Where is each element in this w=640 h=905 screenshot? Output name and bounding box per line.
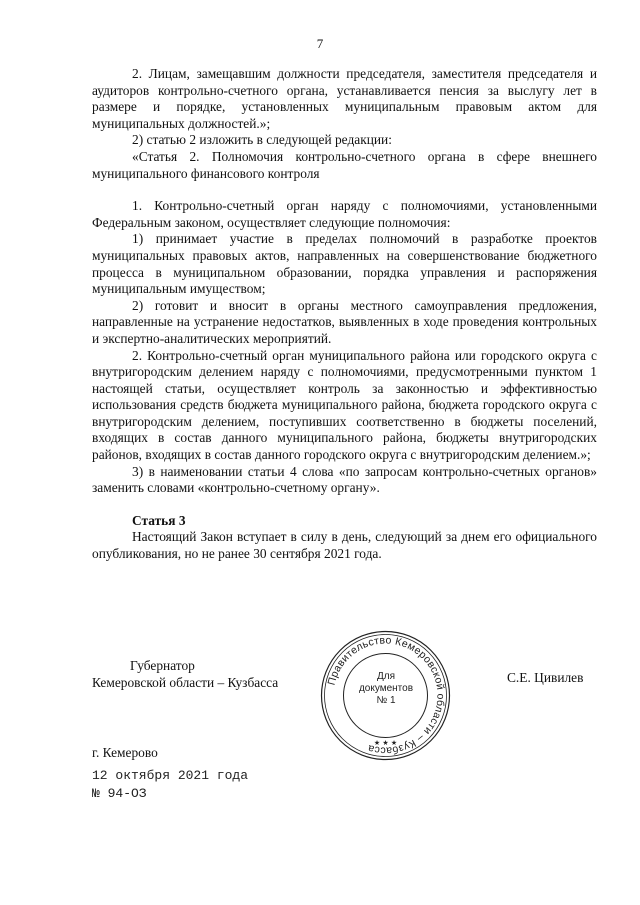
stamp-line: документов xyxy=(358,683,414,694)
document-date: 12 октября 2021 года xyxy=(92,768,249,783)
stamp-ring-text: Правительство Кемеровской области – Кузбасса xyxy=(325,634,447,757)
spacer xyxy=(92,182,597,198)
paragraph: 3) в наименовании статьи 4 слова «по запросам контрольно-счетных органов» заменить словами «контрольно-счетному органу». xyxy=(92,463,597,496)
signer-name: С.Е. Цивилев xyxy=(507,670,584,685)
governor-region: Кемеровской области – Кузбасса xyxy=(92,675,279,690)
official-stamp xyxy=(318,628,453,763)
stamp-line: № 1 xyxy=(376,695,396,706)
paragraph: «Статья 2. Полномочия контрольно-счетного органа в сфере внешнего муниципального финансового контроля xyxy=(92,148,597,181)
stamp-inner-text xyxy=(358,671,414,707)
paragraph: 2) статью 2 изложить в следующей редакции: xyxy=(132,132,392,148)
paragraph: 2. Лицам, замещавшим должности председателя, заместителя председателя и аудиторов контрольно-счетного органа, устанавливается пенсия за выслугу лет в размере и порядке, установленных муниципальным правовым актом для муниципальных должностей.»; xyxy=(92,66,597,131)
paragraph: Настоящий Закон вступает в силу в день, следующий за днем его официального опубликования, но не ранее 30 сентября 2021 года. xyxy=(92,529,597,562)
paragraph: 2. Контрольно-счетный орган муниципального района или городского округа с внутригородским делением наряду с полномочиями, предусмотренными пунктом 1 настоящей статьи, осуществляет контроль за законностью и эффективностью использования средств бюджета муниципального района, бюджета городского округа с внутригородским делением, поступивших соответственно в бюджеты поселений, входящих в состав данного муниципального района, бюджеты внутригородских районов, входящих в состав данного городского округа с внутригородским делением.»; xyxy=(92,347,597,463)
document-body xyxy=(92,66,597,563)
article-title: Статья 3 xyxy=(132,512,186,528)
governor-title: Губернатор xyxy=(130,658,195,673)
paragraph: 1. Контрольно-счетный орган наряду с полномочиями, установленными Федеральным законом, осуществляет следующие полномочия: xyxy=(92,198,597,230)
document-number: № 94-ОЗ xyxy=(92,786,147,801)
stamp-line: Для xyxy=(376,671,396,682)
paragraph: 1) принимает участие в пределах полномочий в разработке проектов муниципальных правовых актов, направленных на совершенствование бюджетного процесса в муниципальном образовании, порядка управления и распоряжения муниципальным имуществом; xyxy=(92,231,597,297)
page-number: 7 xyxy=(316,36,324,51)
stamp-stars: ★ ★ ★ xyxy=(373,739,398,747)
paragraph: 2) готовит и вносит в органы местного самоуправления предложения, направленные на устранение недостатков, выявленных в ходе проведения контрольных и экспертно-аналитических мероприятий. xyxy=(92,297,597,346)
spacer xyxy=(92,497,597,513)
city: г. Кемерово xyxy=(92,745,158,760)
